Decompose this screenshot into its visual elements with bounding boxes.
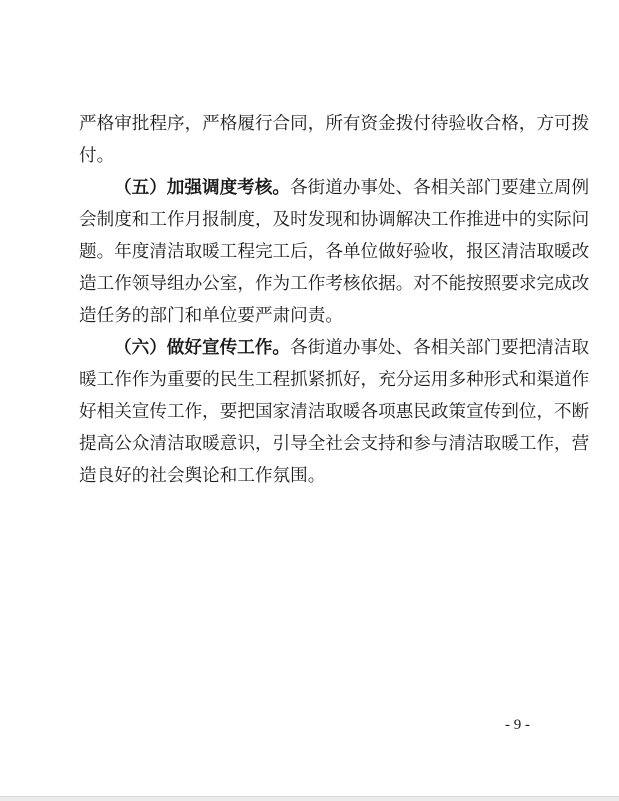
paragraph-line: 题。年度清洁取暖工程完工后，各单位做好验收，报区清洁取暖改 [79, 242, 590, 262]
paragraph-line: 会制度和工作月报制度，及时发现和协调解决工作推进中的实际问 [79, 210, 590, 230]
paragraph-text: 各街道办事处、各相关部门要建立周例 [289, 178, 590, 198]
page-number: - 9 - [505, 717, 530, 733]
paragraph-line: 付。 [79, 146, 115, 166]
section-heading-5: （五）加强调度考核。 [114, 177, 290, 198]
paragraph-first-line [79, 332, 590, 364]
paragraph-line: 造良好的社会舆论和工作氛围。 [79, 466, 326, 486]
section-heading-6: （六）做好宣传工作。 [114, 337, 290, 358]
paragraph-text: 各街道办事处、各相关部门要把清洁取 [289, 338, 590, 358]
paragraph-first-line [79, 172, 590, 204]
paragraph-line: 暖工作作为重要的民生工程抓紧抓好，充分运用多种形式和渠道作 [79, 370, 590, 390]
paragraph-line: 好相关宣传工作，要把国家清洁取暖各项惠民政策宣传到位，不断 [79, 402, 590, 422]
paragraph-line: 造任务的部门和单位要严肃问责。 [79, 306, 343, 326]
paragraph-line: 严格审批程序，严格履行合同，所有资金拨付待验收合格，方可拨 [79, 114, 590, 134]
paragraph-line: 造工作领导组办公室，作为工作考核依据。对不能按照要求完成改 [79, 274, 590, 294]
paragraph-line: 提高公众清洁取暖意识，引导全社会支持和参与清洁取暖工作，营 [79, 434, 590, 454]
page-bottom-divider [0, 796, 619, 801]
